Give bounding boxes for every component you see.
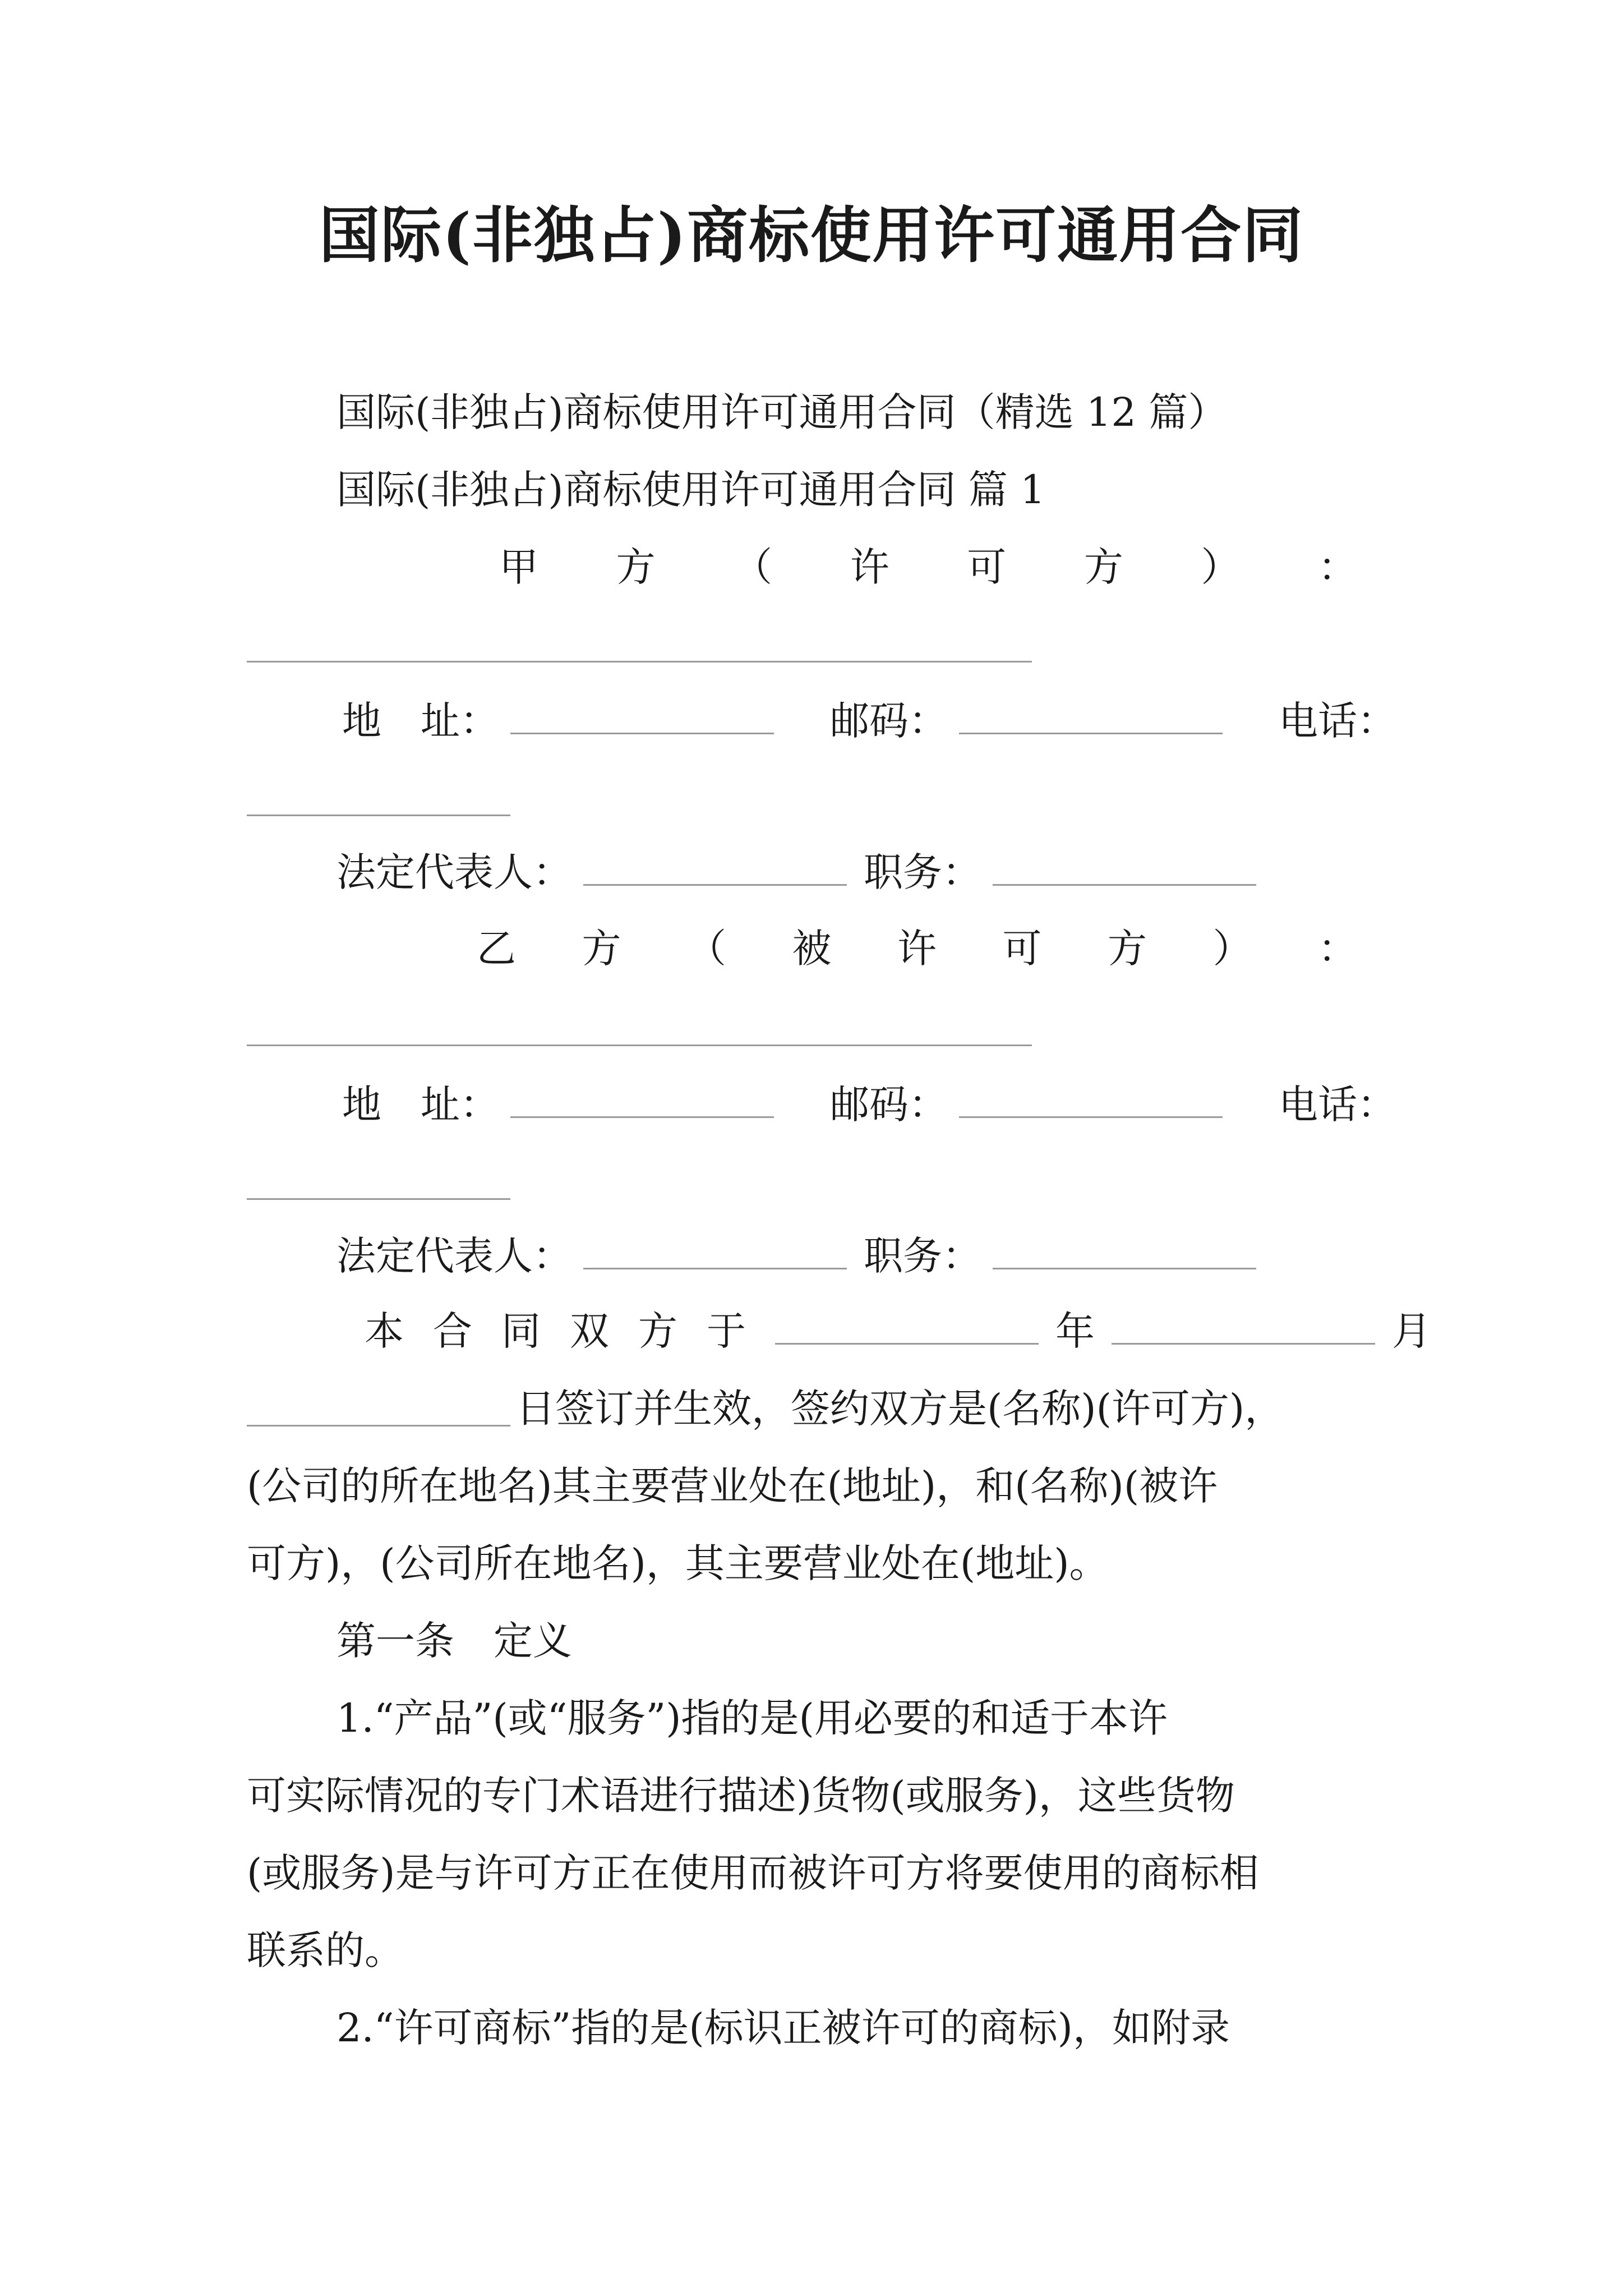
party-b-label: 乙 方 （ 被 许 可 方 ） ： — [477, 926, 1357, 972]
year-blank — [775, 1320, 1039, 1345]
signing-prefix: 本合同双方于 — [365, 1308, 775, 1354]
rep-label: 法定代表人： — [336, 1233, 572, 1279]
position-blank — [993, 1245, 1256, 1269]
position-label: 职务： — [864, 1233, 981, 1279]
signing-line-1: 日签订并生效，签约双方是(名称)(许可方)， — [516, 1386, 1284, 1432]
phone-label: 电话： — [1279, 1082, 1396, 1128]
day-blank — [247, 1425, 510, 1427]
postcode-label: 邮码： — [830, 698, 948, 744]
signing-line-3: 可方)，(公司所在地名)，其主要营业处在(地址)。 — [247, 1540, 1109, 1586]
address-label: 地 址： — [342, 698, 499, 744]
article-1-p1-line2: 可实际情况的专门术语进行描述)货物(或服务)，这些货物 — [247, 1773, 1235, 1819]
section-heading: 国际(非独占)商标使用许可通用合同 篇 1 — [336, 467, 1045, 513]
article-1-p1-line4: 联系的。 — [247, 1927, 404, 1973]
party-a-name-blank — [247, 661, 1032, 662]
address-blank — [510, 1094, 774, 1118]
party-b-rep-row — [336, 1231, 1273, 1281]
address-blank — [510, 710, 774, 734]
postcode-blank — [959, 1094, 1223, 1118]
subtitle: 国际(非独占)商标使用许可通用合同（精选 12 篇） — [336, 389, 1228, 435]
party-b-address-row — [342, 1079, 1396, 1130]
signing-line-2: (公司的所在地名)其主要营业处在(地址)，和(名称)(被许 — [247, 1463, 1218, 1509]
party-a-phone-blank — [247, 815, 510, 816]
month-blank — [1112, 1320, 1375, 1345]
rep-label: 法定代表人： — [336, 849, 572, 895]
article-1-p2-line1: 2.“许可商标”指的是(标识正被许可的商标)，如附录 — [336, 2005, 1230, 2051]
party-b-name-blank — [247, 1045, 1032, 1046]
year-label: 年 — [1055, 1308, 1095, 1354]
document-title: 国际(非独占)商标使用许可通用合同 — [319, 200, 1304, 271]
signing-date-row — [365, 1306, 1431, 1356]
address-label: 地 址： — [342, 1082, 499, 1128]
party-a-rep-row — [336, 847, 1273, 898]
postcode-blank — [959, 710, 1223, 734]
article-1-p1-line3: (或服务)是与许可方正在使用而被许可方将要使用的商标相 — [247, 1850, 1259, 1896]
article-1-p1-line1: 1.“产品”(或“服务”)指的是(用必要的和适于本许 — [336, 1695, 1168, 1741]
position-label: 职务： — [864, 849, 981, 895]
phone-label: 电话： — [1279, 698, 1396, 744]
party-b-phone-blank — [247, 1198, 510, 1200]
article-1-heading: 第一条 定义 — [336, 1618, 572, 1664]
rep-blank — [583, 1245, 847, 1269]
month-label: 月 — [1392, 1308, 1431, 1354]
party-a-label: 甲 方 （ 许 可 方 ） ： — [499, 544, 1357, 590]
party-a-address-row — [342, 696, 1396, 746]
position-blank — [993, 862, 1256, 886]
rep-blank — [583, 862, 847, 886]
postcode-label: 邮码： — [830, 1082, 948, 1128]
